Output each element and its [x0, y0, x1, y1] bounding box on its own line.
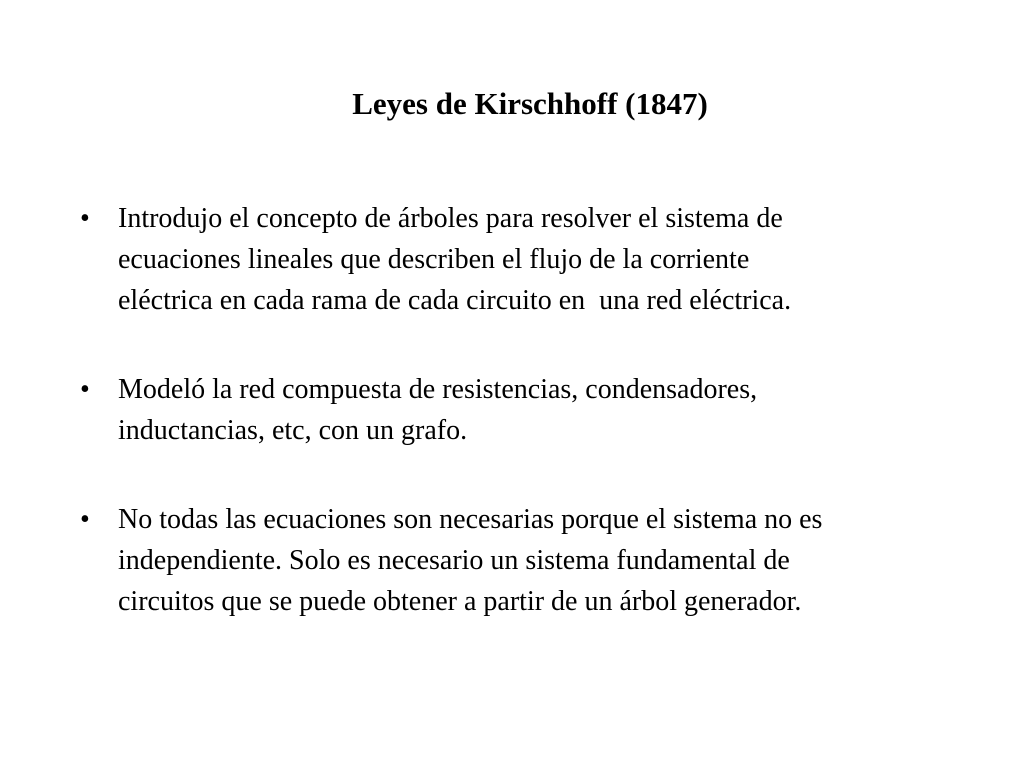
bullet-item: [80, 499, 1000, 622]
bullet-item: [80, 198, 1000, 321]
bullet-line: Introdujo el concepto de árboles para resolver el sistema de: [118, 203, 783, 234]
bullet-line: eléctrica en cada rama de cada circuito en una red eléctrica.: [118, 285, 792, 316]
bullet-list: [80, 198, 1000, 670]
bullet-icon: •: [80, 374, 90, 405]
bullet-icon: •: [80, 203, 90, 234]
bullet-icon: •: [80, 504, 90, 535]
bullet-item: [80, 369, 1000, 451]
bullet-line: No todas las ecuaciones son necesarias porque el sistema no es: [118, 504, 823, 535]
bullet-line: Modeló la red compuesta de resistencias, condensadores,: [118, 374, 758, 405]
bullet-line: circuitos que se puede obtener a partir de un árbol generador.: [118, 586, 802, 617]
bullet-line: independiente. Solo es necesario un sistema fundamental de: [118, 545, 790, 576]
slide-title: Leyes de Kirschhoff (1847): [352, 86, 708, 121]
bullet-line: inductancias, etc, con un grafo.: [118, 415, 468, 446]
bullet-line: ecuaciones lineales que describen el flujo de la corriente: [118, 244, 750, 275]
